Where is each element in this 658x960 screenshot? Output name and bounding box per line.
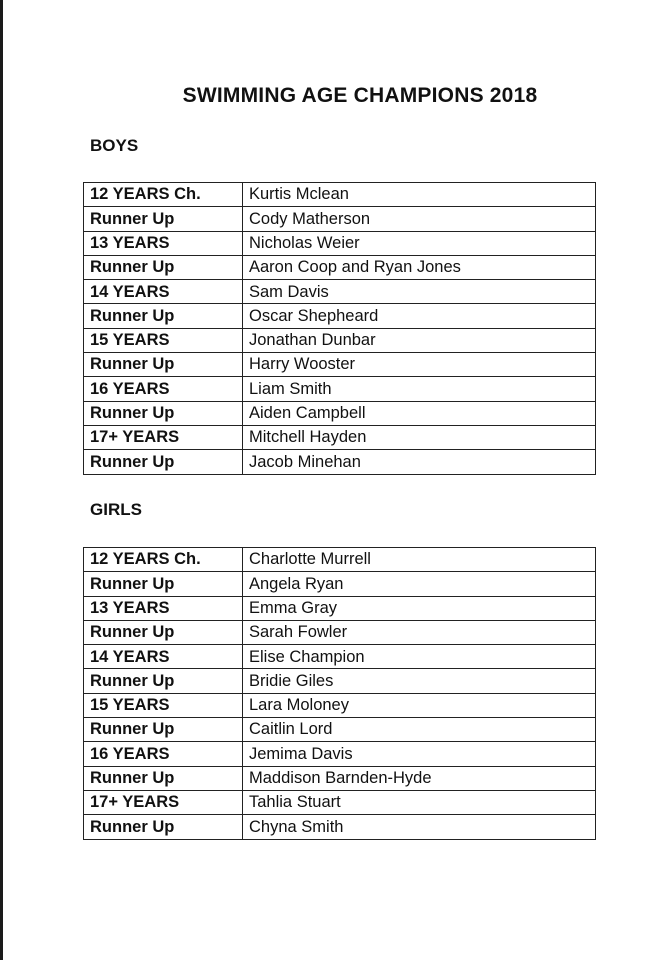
name-cell: Sam Davis [243,280,596,304]
table-row [84,620,596,644]
table-row [84,742,596,766]
table-row [84,183,596,207]
name-cell: Maddison Barnden-Hyde [243,766,596,790]
category-cell: 14 YEARS [84,645,243,669]
table-row [84,207,596,231]
table-row [84,280,596,304]
category-cell: Runner Up [84,766,243,790]
name-cell: Mitchell Hayden [243,425,596,449]
name-cell: Angela Ryan [243,572,596,596]
category-cell: 16 YEARS [84,377,243,401]
name-cell: Liam Smith [243,377,596,401]
boys-section-heading: BOYS [90,136,139,155]
name-cell: Kurtis Mclean [243,183,596,207]
category-cell: 16 YEARS [84,742,243,766]
category-cell: Runner Up [84,304,243,328]
table-row [84,304,596,328]
table-row [84,645,596,669]
girls-section-heading: GIRLS [90,500,142,519]
category-cell: Runner Up [84,401,243,425]
table-row [84,548,596,572]
table-row [84,328,596,352]
category-cell: Runner Up [84,353,243,377]
category-cell: Runner Up [84,620,243,644]
table-row [84,450,596,474]
name-cell: Oscar Shepheard [243,304,596,328]
page-edge-line [0,0,3,960]
page-title: SWIMMING AGE CHAMPIONS 2018 [182,84,538,107]
name-cell: Aiden Campbell [243,401,596,425]
name-cell: Elise Champion [243,645,596,669]
table-row [84,596,596,620]
category-cell: Runner Up [84,572,243,596]
boys-results-table [83,182,596,475]
category-cell: 14 YEARS [84,280,243,304]
category-cell: Runner Up [84,669,243,693]
name-cell: Emma Gray [243,596,596,620]
category-cell: Runner Up [84,815,243,839]
name-cell: Bridie Giles [243,669,596,693]
girls-results-table [83,547,596,840]
name-cell: Jacob Minehan [243,450,596,474]
table-row [84,766,596,790]
name-cell: Jemima Davis [243,742,596,766]
name-cell: Sarah Fowler [243,620,596,644]
name-cell: Harry Wooster [243,353,596,377]
name-cell: Jonathan Dunbar [243,328,596,352]
table-row [84,669,596,693]
table-row [84,353,596,377]
name-cell: Aaron Coop and Ryan Jones [243,255,596,279]
name-cell: Tahlia Stuart [243,790,596,814]
table-row [84,693,596,717]
table-row [84,231,596,255]
name-cell: Caitlin Lord [243,718,596,742]
category-cell: 12 YEARS Ch. [84,183,243,207]
name-cell: Cody Matherson [243,207,596,231]
category-cell: 17+ YEARS [84,790,243,814]
table-row [84,425,596,449]
table-row [84,572,596,596]
category-cell: Runner Up [84,450,243,474]
table-row [84,255,596,279]
name-cell: Lara Moloney [243,693,596,717]
table-row [84,401,596,425]
name-cell: Charlotte Murrell [243,548,596,572]
category-cell: 15 YEARS [84,328,243,352]
table-row [84,377,596,401]
category-cell: 15 YEARS [84,693,243,717]
category-cell: 17+ YEARS [84,425,243,449]
category-cell: 13 YEARS [84,596,243,620]
category-cell: Runner Up [84,718,243,742]
category-cell: 13 YEARS [84,231,243,255]
name-cell: Chyna Smith [243,815,596,839]
name-cell: Nicholas Weier [243,231,596,255]
table-row [84,718,596,742]
category-cell: Runner Up [84,207,243,231]
table-row [84,815,596,839]
category-cell: 12 YEARS Ch. [84,548,243,572]
category-cell: Runner Up [84,255,243,279]
table-row [84,790,596,814]
